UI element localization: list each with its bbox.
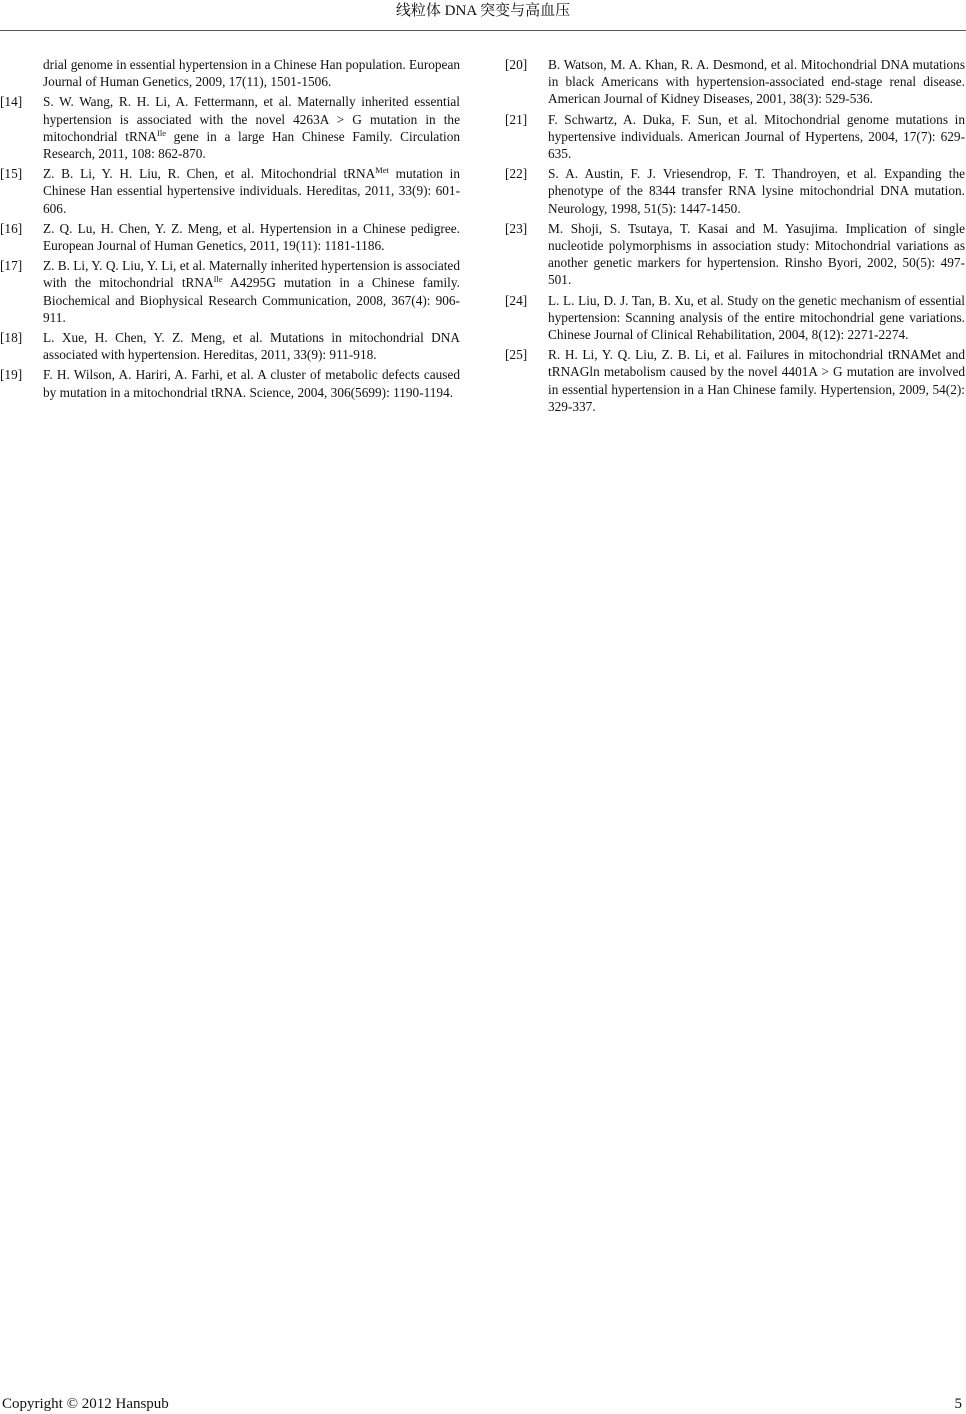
reference-text: Z. B. Li, Y. Q. Liu, Y. Li, et al. Maternally inherited hypertension is associated with the mitochondrial tRNA [43, 258, 460, 291]
page-number: 5 [954, 1396, 962, 1412]
references-right-column [505, 56, 965, 418]
reference-text: L. Xue, H. Chen, Y. Z. Meng, et al. Mutations in mitochondrial DNA associated with hypertension. Hereditas, 2011, 33(9): 911-918. [43, 330, 460, 363]
reference-text-tail: A4295G mutation in a Chinese family. Biochemical and Biophysical Research Communication, 2008, 367(4): 906-911. [43, 275, 460, 325]
reference-text: S. A. Austin, F. J. Vriesendrop, F. T. Thandroyen, et al. Expanding the phenotype of the 8344 transfer RNA lysine mitochondrial DNA mutation. Neurology, 1998, 51(5): 1447-1450. [548, 166, 965, 216]
reference-item-19 [0, 366, 460, 400]
reference-text: B. Watson, M. A. Khan, R. A. Desmond, et al. Mitochondrial DNA mutations in black Americans with hypertension-associated end-stage renal disease. American Journal of Kidney Diseases, 2001, 38(3): 529-536. [548, 57, 965, 107]
reference-number: [25] [505, 347, 528, 363]
reference-continuation [0, 56, 460, 90]
reference-item-22 [505, 165, 965, 217]
running-header [0, 0, 966, 31]
reference-number: [15] [0, 166, 23, 182]
references-left-column [0, 56, 460, 404]
reference-item-14 [0, 93, 460, 162]
reference-item-17 [0, 257, 460, 326]
reference-item-25 [505, 346, 965, 415]
reference-text: F. Schwartz, A. Duka, F. Sun, et al. Mitochondrial genome mutations in hypertensive individuals. American Journal of Hypertens, 2004, 17(7): 629-635. [548, 111, 965, 162]
reference-number: [23] [505, 220, 528, 236]
reference-number: [14] [0, 94, 23, 110]
reference-number: [18] [0, 330, 23, 346]
reference-number: [22] [505, 166, 528, 182]
page-footer [0, 1394, 966, 1414]
reference-text: L. L. Liu, D. J. Tan, B. Xu, et al. Study on the genetic mechanism of essential hypertension: Scanning analysis of the entire mitochondrial gene variations. Chinese Journal of Clinical Rehabilitation, 2004, 8(12): 2271-2274. [548, 292, 965, 343]
reference-text: S. W. Wang, R. H. Li, A. Fettermann, et al. Maternally inherited essential hypertension is associated with the novel 4263A > G mutation in the mitochondrial tRNA [43, 94, 460, 144]
reference-text: drial genome in essential hypertension in a Chinese Han population. European Journal of Human Genetics, 2009, 17(11), 1501-1506. [43, 57, 460, 90]
reference-item-23 [505, 220, 965, 289]
reference-text: R. H. Li, Y. Q. Liu, Z. B. Li, et al. Failures in mitochondrial tRNAMet and tRNAGln metabolism caused by the novel 4401A > G mutation are involved in essential hypertension in a Han Chinese family. Hypertension, 2009, 54(2): 329-337. [548, 347, 965, 414]
reference-text-tail: mutation in Chinese Han essential hypertensive individuals. Hereditas, 2011, 33(9): 601-606. [43, 166, 461, 216]
reference-item-15 [0, 165, 460, 217]
reference-superscript: Ile [157, 127, 167, 138]
reference-text: M. Shoji, S. Tsutaya, T. Kasai and M. Yasujima. Implication of single nucleotide polymorphisms in association study: Mitochondrial variations as another genetic markers for hypertension. Rinsho Byori, 2002, 50(5): 497-501. [548, 220, 965, 288]
reference-item-24 [505, 292, 965, 344]
reference-item-20 [505, 56, 965, 108]
reference-superscript: Met [375, 165, 389, 176]
running-header-title: 线粒体 DNA 突变与高血压 [395, 3, 571, 19]
reference-number: [20] [505, 57, 528, 72]
reference-item-16 [0, 220, 460, 254]
reference-number: [17] [0, 258, 23, 274]
reference-text: Z. Q. Lu, H. Chen, Y. Z. Meng, et al. Hypertension in a Chinese pedigree. European Journal of Human Genetics, 2011, 19(11): 1181-1186. [43, 220, 460, 254]
copyright-notice: Copyright © 2012 Hanspub [2, 1396, 169, 1412]
reference-text: F. H. Wilson, A. Hariri, A. Farhi, et al. A cluster of metabolic defects caused by mutation in a mitochondrial tRNA. Science, 2004, 306(5699): 1190-1194. [43, 367, 460, 400]
reference-number: [16] [0, 220, 23, 236]
reference-superscript: Ile [213, 274, 223, 285]
reference-number: [19] [0, 367, 23, 383]
reference-item-18 [0, 329, 460, 363]
reference-text: Z. B. Li, Y. H. Liu, R. Chen, et al. Mitochondrial tRNA [43, 166, 376, 182]
reference-number: [21] [505, 111, 528, 127]
reference-item-21 [505, 111, 965, 163]
reference-text-tail: gene in a large Han Chinese Family. Circulation Research, 2011, 108: 862-870. [43, 128, 461, 162]
reference-number: [24] [505, 292, 528, 308]
